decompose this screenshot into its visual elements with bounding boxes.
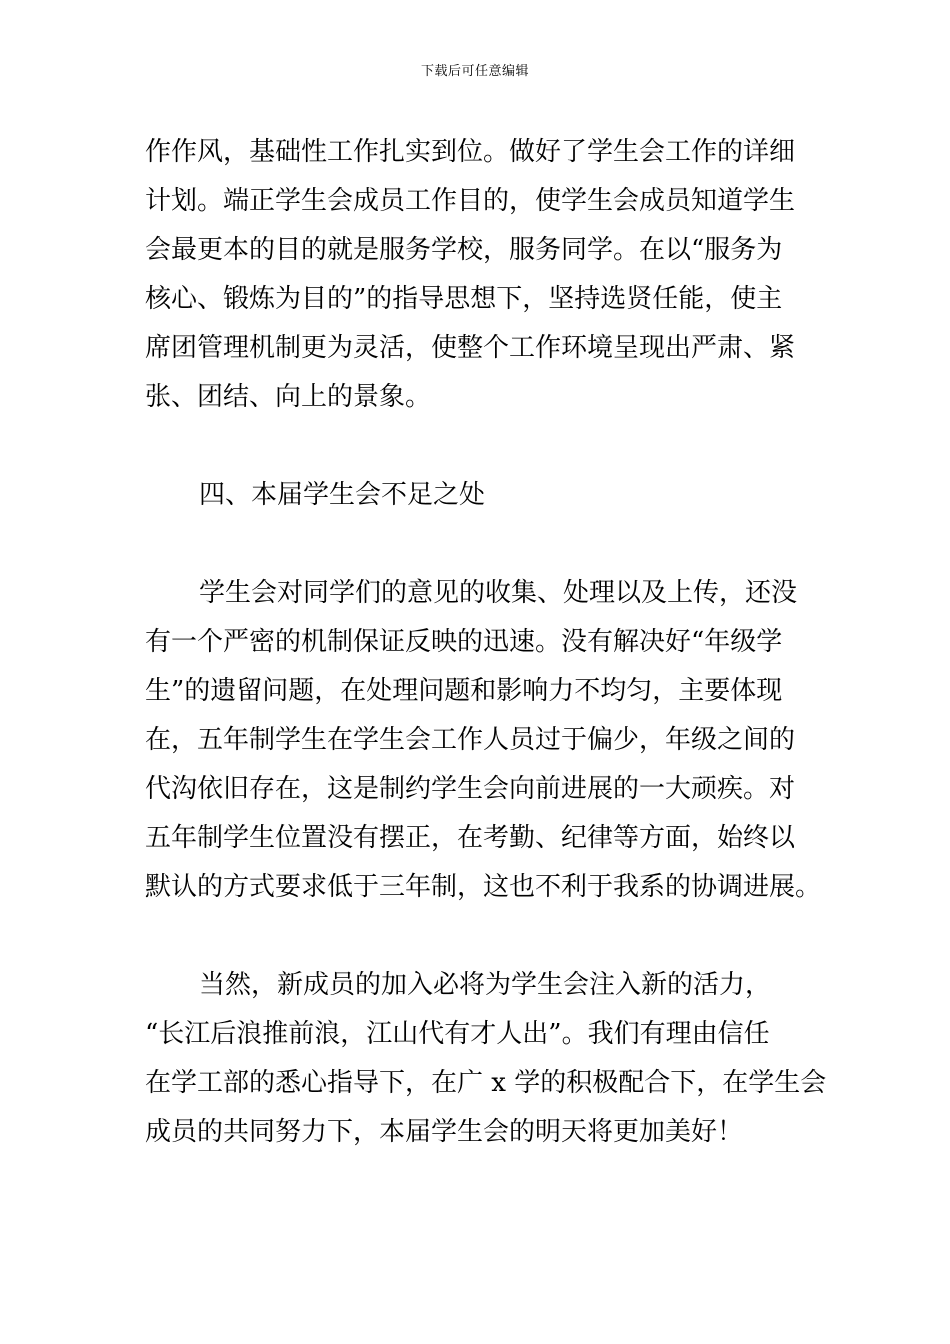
text-line: 在，五年制学生在学生会工作人员过于偏少，年级之间的 — [145, 725, 796, 755]
text-line: 学生会对同学们的意见的收集、处理以及上传，还没 — [199, 578, 798, 608]
text-line: 当然，新成员的加入必将为学生会注入新的活力， — [199, 970, 772, 1000]
document-body — [145, 128, 827, 1157]
text-line: 计划。端正学生会成员工作目的，使学生会成员知道学生 — [145, 186, 796, 216]
paragraph-gap — [145, 912, 809, 961]
text-line: 默认的方式要求低于三年制，这也不利于我系的协调进展。 — [145, 872, 822, 902]
text-line: 张、团结、向上的景象。 — [145, 382, 432, 412]
text-line: 作作风，基础性工作扎实到位。做好了学生会工作的详细 — [145, 137, 796, 167]
section-heading: 四、本届学生会不足之处 — [199, 480, 486, 510]
text-line: 在学工部的悉心指导下，在广 x 学的积极配合下，在学生会 — [145, 1068, 827, 1098]
text-line: 代沟依旧存在，这是制约学生会向前进展的一大顽疾。对 — [145, 774, 796, 804]
paragraph-conclusion — [145, 961, 827, 1157]
paragraph-gap — [145, 520, 809, 569]
page-header: 下载后可任意编辑 — [420, 64, 529, 79]
paragraph-gap — [145, 422, 809, 471]
text-line: 席团管理机制更为灵活，使整个工作环境呈现出严肃、紧 — [145, 333, 796, 363]
text-line: 会最更本的目的就是服务学校，服务同学。在以“服务为 — [145, 235, 783, 265]
text-line: “长江后浪推前浪，江山代有才人出”。我们有理由信任 — [145, 1019, 770, 1049]
text-line: 成员的共同努力下，本届学生会的明天将更加美好！ — [145, 1117, 744, 1147]
text-line: 生”的遗留问题，在处理问题和影响力不均匀，主要体现 — [145, 676, 783, 706]
text-line: 五年制学生位置没有摆正，在考勤、纪律等方面，始终以 — [145, 823, 796, 853]
paragraph-shortcomings — [145, 569, 822, 912]
paragraph-continuation — [145, 128, 809, 422]
text-line: 核心、锻炼为目的”的指导思想下，坚持选贤任能，使主 — [145, 284, 783, 314]
text-line: 有一个严密的机制保证反映的迅速。没有解决好“年级学 — [145, 627, 783, 657]
